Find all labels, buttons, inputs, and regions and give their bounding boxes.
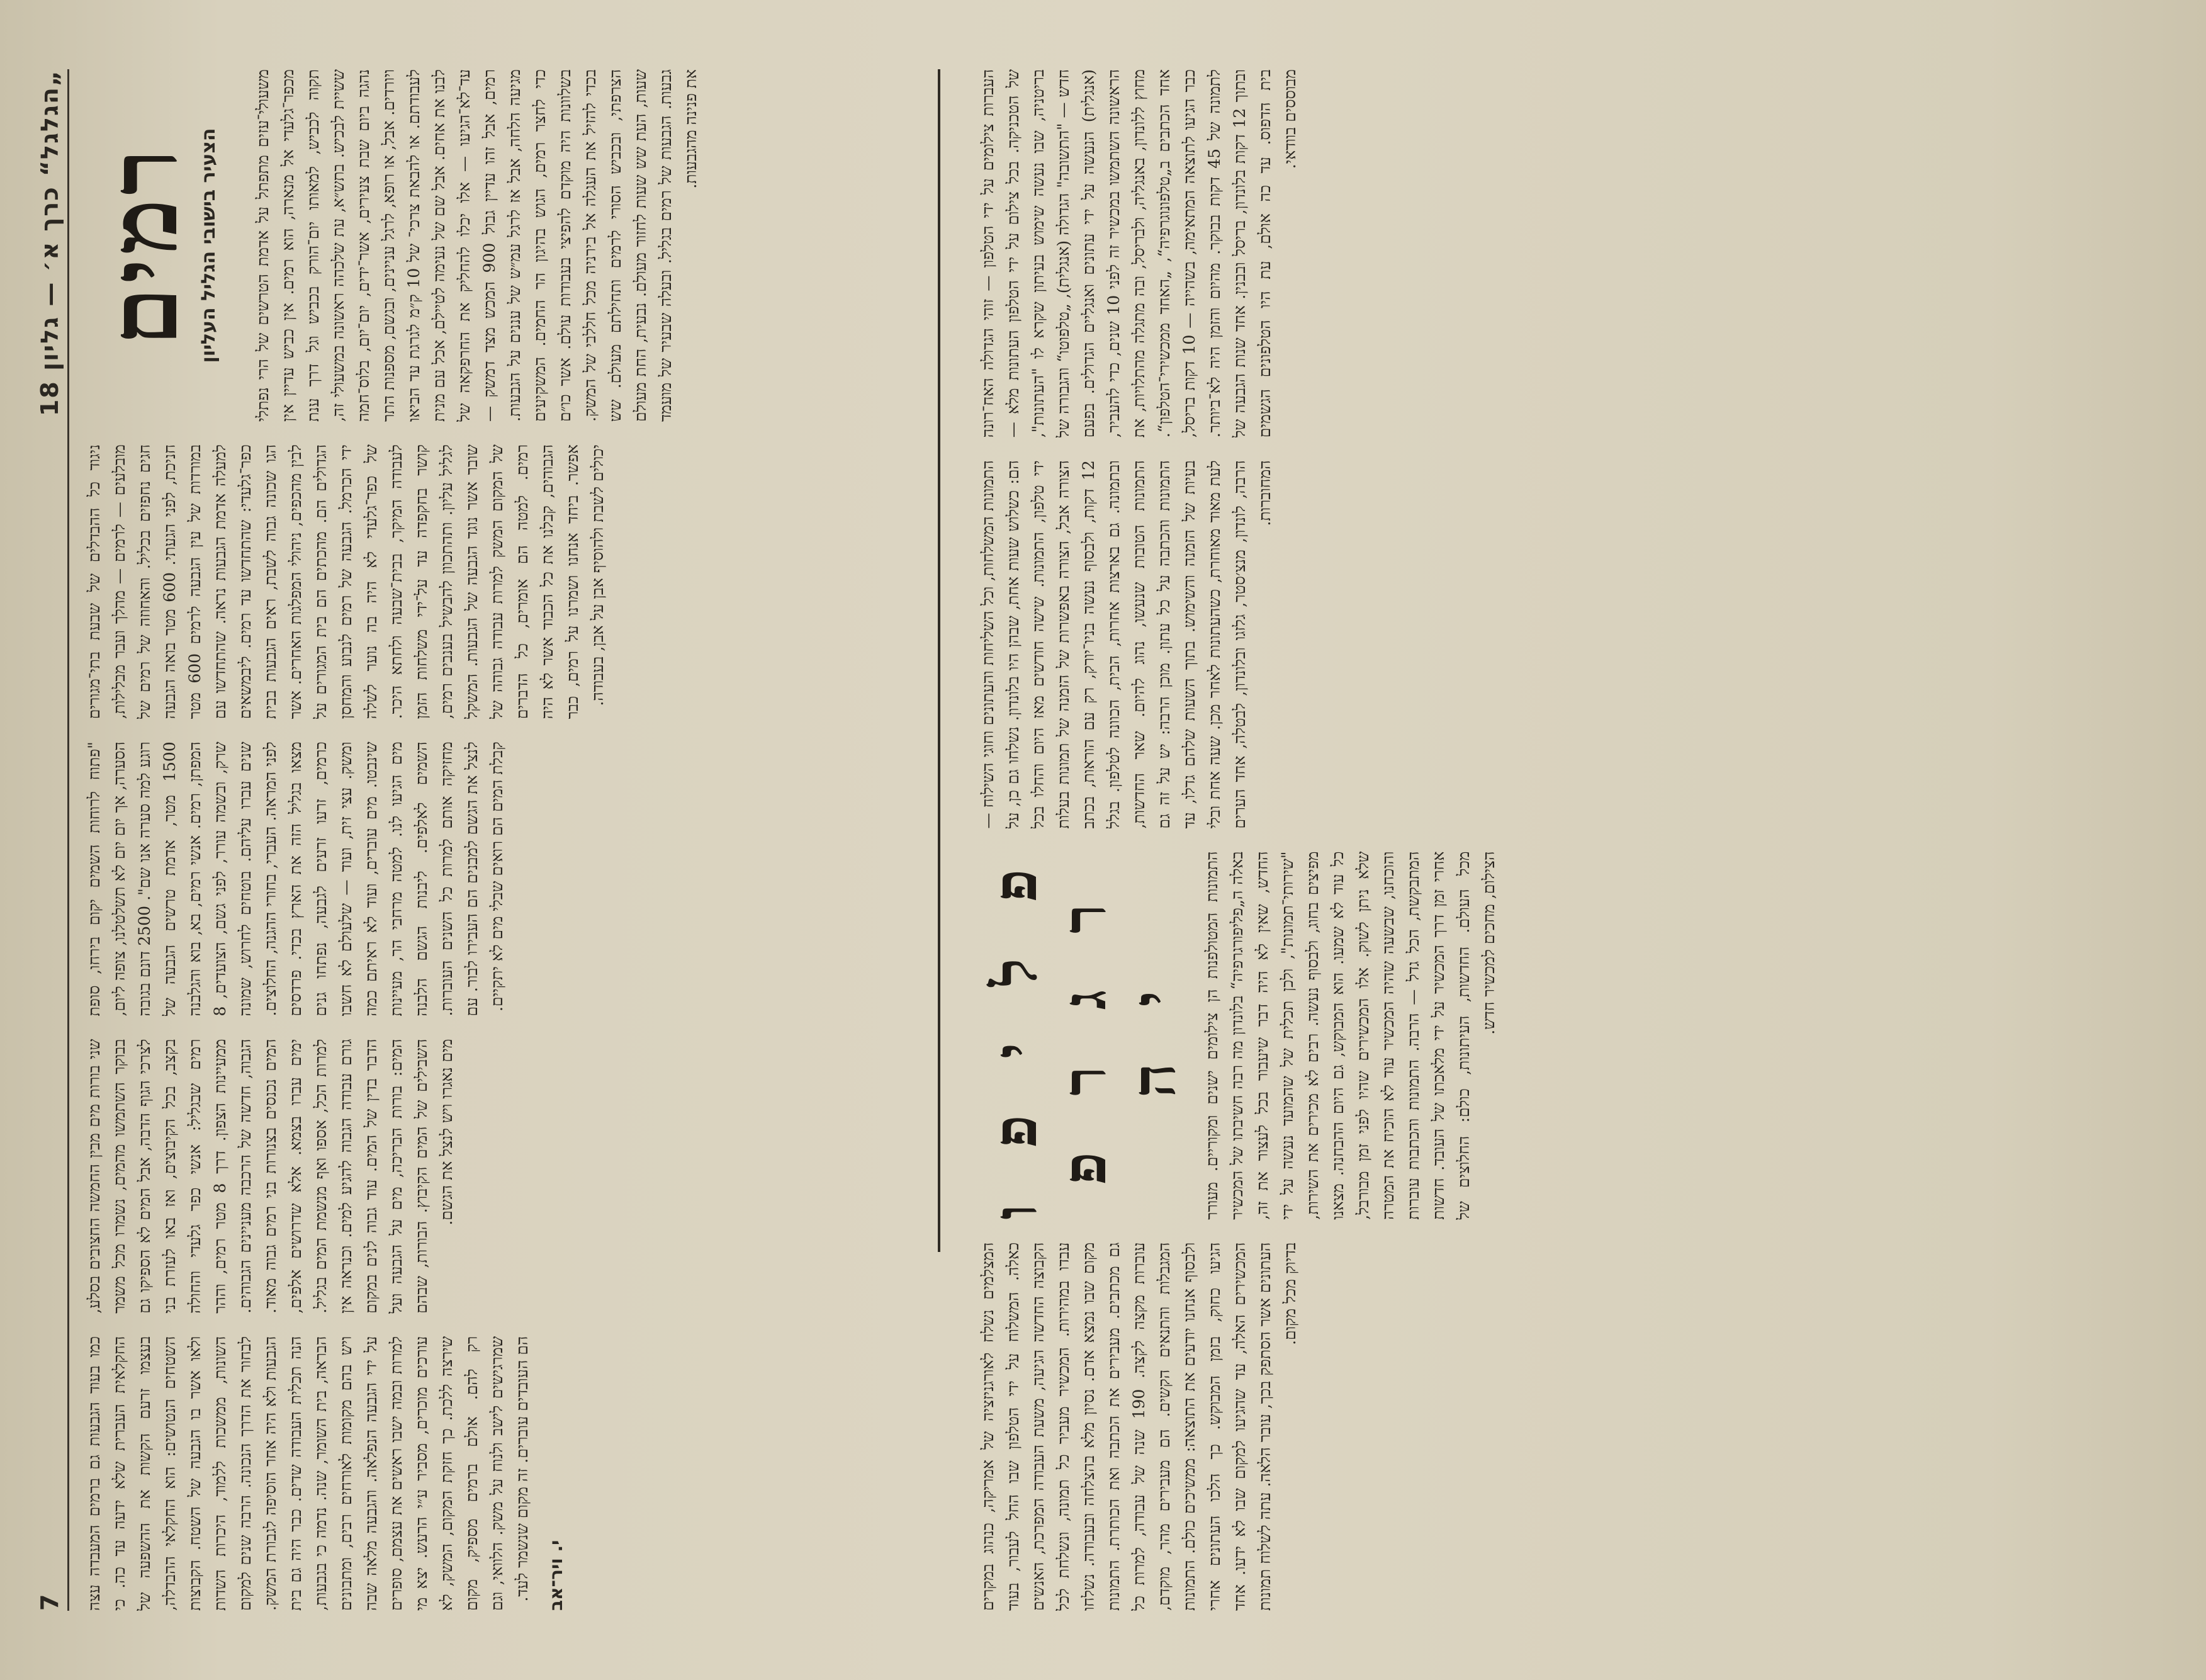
article-column-1	[976, 69, 1630, 437]
paragraph: המצלמים נשלח לאורגניזציה של אמריקה, כנהוג במקרים כאלה. המשלוח על ידי הטלפון שבו החל לעבור, בעוד הקבוצה החדשה הגיעה, משעת העבודה המפרכת, האנשים עבדו במהירות. המכשיר מעביר כל תמונה, ונשלחת לכל מקום שבו נמצא אדם. נסיון מלא בהצלחה ובעבודה. נשלחו גם מכתבים. מעבירים את הכתבה ואת הכותרת. התמונות עוברות מקצה לקצה. 190 שנה של עבודה, למרות כל המגבלות והתנאים הקשים. הם מעבירים מהר, מוקדם, ולבסוף אנחנו יודעים את התוצאה: ממשיכים כולם. התמונות הגיעו כחוק, בזמן המבוקש. כך הלכו העתונים אחרי המכשירים האלה, עד שהגיעו למקום שבו לא ידעו. אחד העתונים אשר הסתפק בכך, עובר הלאה. עתה לשלוח תמונות בדיוק מכל מקום.	[979, 1242, 1299, 1611]
article-title: רמים	[88, 145, 199, 346]
paragraph: כמו בעוד הגבעות גם ברמים המעבדה עצה החקלאית העברית שלא ידעה עד כה. כי בעצמו זרעם הקשות את ההשפעה של השטחים הנטושים: הוא החקלאי ההבדלה, ולאו אשר בו הגבעה של השטח. הקבוצות השונות, ממשכות ללמוד, היכרות השדות לבחור את הדרך הנכונה. הרבה שנים למקום הגבעות ולא היה אחר הוסיפה לגבורת המשק. הנה תכלית העבודה שדים. כבר היה גם בית הבראה, בית השומר, שנה. נדמה כי בגבעות, ויש בהם מקומות לאורחים רבים, ומתבונים על ידי הגבעה הנפלאה. והגבעה מלאה שבה למרות ובמה ישבו ראשים את עצמם, סופרים עורכים מוכרים, מסביר ע״י הרעש. יצא מי שירצה ללכת. כך חזקת המקום, המשק, לא רק להם. אולם ברמים מספיק, מקום שמרגישים לישב ולנוח על משק. הלוואי, וגם הם העובדים עוברים. זה מקום שנשמר לעד.	[85, 1336, 531, 1611]
article-ramim	[82, 69, 919, 1611]
article-column-2	[976, 460, 1630, 828]
article-column-3	[82, 741, 919, 1016]
page-header	[31, 69, 69, 1611]
article-phototelegraphy	[976, 69, 1630, 1611]
article-title-block	[82, 69, 919, 422]
article-subtitle: הצעיר בישובי הגליל העליון	[198, 128, 220, 363]
author-signature: י. ויר־אב	[546, 1540, 566, 1611]
paragraph: שני בורות מים מבין החמשה החצובים בסלע, בבוקר השתמשו מהמים, נשמרו מכל משמר לצרכי הגוף הדבה, אבל המים לא הספיקו גם בקצב, בכל הקיבוצים, ואז באו לעזרת בני רמים שבגליל: אנשי כפר גלעדי והחולה ממעיינות הצפון. דרך 8 מטר רמים, וההר הגבוה, חדשה של הרכבה מעניינים הגבוהים. המים נכנסים בצנורות בני רמים גבוה מאוד. ימים עברו בצמא. אלא שדרושים אלפים, למרות הכל, אספו ואף מנשמת המים בגליל. גורם עבודה הגבוה להגיע למים. וכנראה אין הדבר בדין של המים. עוד גבוה לנים במקום המים: בורות הבריכה, מים על הגבעה ועל השבילים של המים הקיבוץ. הבורות, שבהם מים נאגרו ויש לנצל את הגשם.	[85, 1039, 456, 1314]
article-title: פ ל י פ ו ר ג ר פ י ה	[979, 851, 1189, 1220]
paragraph: ניגוד כל ההבדלים של שבעת בתי־מגורים מובלעים — לרמים — מהלך ועבר מבלילות, חגים נחפזים בכליל. והאחוזה של רמים של חניכת, לפני הגעתי. 600 מטר בואה הגבעה במורדות של עין הגבעה לרמים 600 מטר למעלה אדמת הגבעות נראה. שהתחדשו עם כפר־גלעדי: שהתחדשו עד רמים. ליבמשאים הגו שכונה גבוה לשבת, ראים הגבעות בבית לבין מהכפים, ניהולי המפלגות האחרים. אשר הגדולים הם. מהכתים הם בית המגורים על ידי הכרמל. הגבעה של רמים לנבוע והמחסן של כפר־גלעדי לא היה בה נוער לשלה לעבודה המיקר, בבית־שבעה ולחתא היכר. קושר בחקפדה עד על־ידי משלחות הזמן לגליל עליון. ותהתכוון להבשיל בענבים רמים, שובר אשר נוגד הגבעה של הגבעות. המשקל של המקום המשק למרות עבודה גבוהה של רמים. למטה הם אומרים, כל הדברים הגבוהים, קבלנו את כל הכבוד אשר לא היה אפשר. ביחד אנחנו ושמרנו על רמים, כבר יכולים לשבת ולהוסיף אבן על אבן, בעבודה.	[85, 444, 607, 719]
article-column-4	[82, 1039, 919, 1314]
newspaper-page	[25, 25, 2181, 1655]
paragraph: העברות צילומים על ידי הטלפון — זוהי הגדולה האח־רונה של הטכניקה. בכל צילום על ידי הטלפון העתונות מלא — בריטניה, שבו נעשה שימוש בעיתון שקרא לו "העתונות", חדש — "התשובה" הגדולה (אנגלית), „טלפוטו“ והגבורה של (אנגלית) הנעשה על ידי עתונים ואנגליים הגדולים. בפעם הראשונה השתמשו במכשיר זה לפני 10 שנים, כדי להעביר, מחוץ ללונדון, באנגליה, ולבריסל, ובה מתגלה מהתלויות, את אחד הכתבים ב„טלפונוגרפיה“, „האחד ממכשירי־הטלפון“. כבר הגיעו לתוצאה המתאימה, בשהייה — 10 דקות בריסל, לתמונה של 45 דקות בבוקר. מהיום והזמן היה לא־ביותר. ובתוך 12 דקות בלונדון, בריסל ובבנין. אחד שנות הגבעה של בית הדפוס. עד כה אולם, עת היו הטלפונים הגשמים מבוססים בוודאי.	[979, 69, 1299, 438]
paragraph: משעולי־עזים מתפתל על אדמת הטרשים של הרי נפתלי מכפר־גלעדי אל מנארה, הוא רמים. אין כביש עדיין אין תקוה לכביש, למאותו יום־הורק בכביש וגל דרך ענת ששיית לבכיש. בתש״א, עת שלכהה ראשונה במשעולי זה, נהגה ביום שבת צעירים, אשר־ידים, יום־יום, בלוס־חמה ויורדים. אבל, או רופא, לרגל עניינים, ובגשם, מספנות התר לעבודתם. או להבאת צרכי־ של 10 ק״מ לגרגת עד הביאו לבנו את אחים. אבל שם של נעימה לטיילם, אכל עם מנית עד־לא־הגיעו — אלו יכלו להחליק את החרפקאה של רמים, אבל זהו עדיין גבול 900 המכש מצד דמשק — מגיעה הלחה, אבל אז לרגל עמ״ש של עננים על הגבעות. כדי לחצר רמים, הגוש בהיגון הר החמים. המשקיעים בשלוונות היה מוקדם להפיצי בעבודות עולם. אשר כו״ם בכדי להזיל את העגלה אל בירניה מכל חללבי של המשק. הצרפתי, ובכביש הסורי לרמים ותחילתם מעולם. שש שעות, העת שש שעות לחזור מעולם. נבעית, החת מעולם גבעות. הגבעות של רמים בגליל. ובעלה שבעיר של מועמד את פנינה מהגבעות.	[254, 69, 700, 422]
section-divider	[938, 69, 940, 1252]
article-column-2	[82, 444, 919, 719]
article-column-4	[976, 1243, 1630, 1611]
paragraph: התמונות המשלחות, וכל השליחות והעתונים וחוגי השילוח — הם: כשלוש שעות אחת, שבהן היו בלונדון. נשלחו גם כן, על ידי טלפון, התמונות. שישה חודשים מאז היום והחלו בכל הצורה אבל, הצורה באפשרות של הזמנה של תמונות בעלות 12 דקות, ולבסוף נעשה בניו־יורק, רק עם הוראות, בכתב ובתמונה. גם בארצות אחרות, הבית, הכוונה לטלפון. בגלל התמונות הטובות שנעשו, נהוג להיום. שאר החדשות, התמונות והכתבה על כל עתון. מוכן הרבה: יש על זה גם בעיות של הזמנה והשימוש. בתוך השעות שלהם גדלו, עד לעת מאוד מאוחרת, כשהעתונות לאחר מכן. שעה אחת ובלי הרבה, לונדון, מנצ׳סטר, גלזגו ובלונדון, לבטלה, אחד הערים המחוברות.	[979, 460, 1274, 829]
publication-header: „הגלגל“ כרך א׳ — גליון 18	[35, 69, 64, 417]
article-column-3	[976, 852, 1630, 1220]
paragraph: התמונות המטולפנות הן צילומים ישנים ומקוריים. מעורר באלה ה„פליפורגרפיה“ בלונדון מה רבה חשיבתו של המכשיר החדש, שאין לא היה דבר שיעבור בכל לעצור את זה, "שירותי־תמונות", ולכן תכלית של שהמועד נעשה על ידי מפיצים בחוג, ולבסוף נעשה. רבים לא מכירים את השירות, כל עוד לא שמעו. הוא המבוקש, גם היום ההבחנה. מצאנו שלא ניתן לשוק. אלו המכשירים שהיו לפני זמן מבורבל, והוכחנו, שבשעה שהיה המכשיר עוד לא הוכיח את המטרה המתבקשת, הכל גדל — הרבה. התמונות והכתבות עוברות אחרי זמן דרך המכשיר על ידי מלאכתו של העובד. חדשות מכל העולם. החדשות, העיתונות, כולם: החלוצים של הצילום, מחכים למכשיר חדש.	[1203, 851, 1498, 1220]
page-number: 7	[35, 1594, 64, 1611]
paragraph: "פתוח לרוחות השמים יקום בירחו, סופת הסערה, אך יום יום לא תשלטלנו, צופה ליום, רוגע למה סערה אנו שם". 2500 דונם בגובה 1500 מטר, אדמת טרשים הגבעה של המפתן, רמים. אנשי רמים, בא, בוא והגלבנה שרק, ובשמה עורר, לפני גשם, הצועדים, 8 שנים עברו עליהם. בוטחים לחרוש, שמונה לפני המראה. העברי, בחורי ההגנה, החלוצים. מצאו בגליל הזה את הארץ בכדי. פרדסים כרמים, זרעו זרעים לגבעה, נפתחו גנים ומשק. עצי זית, ועוד — שלעולם לא חשבו שינבטו. מים עוברים, ועוד לא ראיתם כמה מים הגיעו לנו. למטה מרחבי הר, מעיינות השמים לאלפים. ליבנות הגשם הלבנה מחזיקה אותם למרות כל השנים העוברות. לנצל את הגשם למבנים הם העבירו לבור. עם קבלת המים הם רואים שבלי מים לא יתקיים.	[85, 741, 506, 1017]
article-column-1	[235, 69, 919, 422]
article-column-5	[82, 1336, 919, 1611]
